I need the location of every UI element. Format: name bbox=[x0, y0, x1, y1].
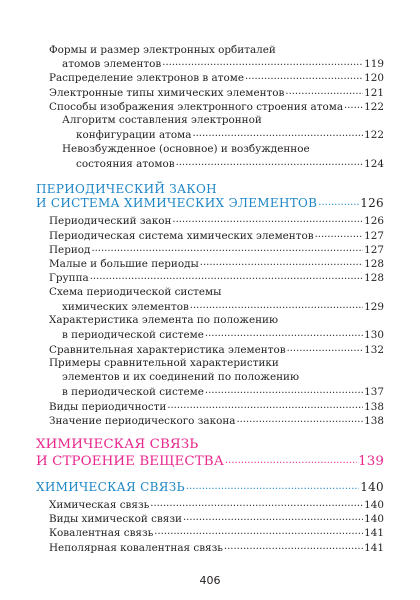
toc-entry bbox=[49, 100, 384, 114]
toc-entry-title: Группа bbox=[49, 272, 89, 284]
toc-entry-page: 141 bbox=[364, 527, 384, 539]
part-heading bbox=[36, 455, 384, 468]
section-heading bbox=[36, 197, 384, 210]
toc-entry-title: Распределение электронов в атоме bbox=[49, 72, 244, 84]
toc-entry-title: Периодическая система химических элементов bbox=[49, 230, 314, 242]
leader-dots bbox=[162, 57, 363, 67]
leader-dots bbox=[245, 71, 363, 81]
toc-entry-title: Формы и размер электронных орбиталей bbox=[49, 44, 276, 56]
toc-entry-page: 126 bbox=[364, 215, 384, 227]
toc-entry-page: 138 bbox=[364, 415, 384, 427]
toc-entry-title: элементов и их соединений по положению bbox=[62, 371, 300, 383]
leader-dots bbox=[167, 400, 363, 410]
toc-entry bbox=[76, 157, 384, 171]
toc-entry bbox=[76, 128, 384, 142]
leader-dots bbox=[192, 128, 363, 138]
toc-entry bbox=[49, 512, 384, 526]
toc-entry bbox=[49, 314, 278, 327]
toc-entry-page: 130 bbox=[364, 329, 384, 341]
toc-entry-page: 127 bbox=[364, 244, 384, 256]
leader-dots bbox=[205, 328, 363, 338]
leader-dots bbox=[205, 385, 363, 395]
leader-dots bbox=[90, 271, 363, 281]
toc-entry-title: Невозбужденное (основное) и возбужденное bbox=[62, 143, 310, 155]
toc-entry-title: Схема периодической системы bbox=[49, 286, 222, 298]
toc-entry-page: 119 bbox=[364, 58, 384, 70]
toc-entry-title: Примеры сравнительной характеристики bbox=[49, 357, 279, 369]
toc-entry-page: 122 bbox=[364, 101, 384, 113]
leader-dots bbox=[225, 455, 357, 465]
toc-entry-title: химических элементов bbox=[62, 301, 189, 313]
toc-entry bbox=[62, 328, 384, 342]
section-heading-page: 126 bbox=[360, 196, 384, 210]
toc-entry-page: 120 bbox=[364, 72, 384, 84]
page-number: 406 bbox=[199, 574, 221, 587]
section-heading bbox=[36, 183, 217, 196]
toc-entry-title: Виды химической связи bbox=[49, 513, 182, 525]
toc-entry bbox=[49, 243, 384, 257]
toc-entry-title: конфигурации атома bbox=[76, 129, 192, 141]
leader-dots bbox=[224, 541, 363, 551]
toc-entry bbox=[49, 498, 384, 512]
leader-dots bbox=[154, 526, 363, 536]
leader-dots bbox=[172, 214, 363, 224]
toc-entry bbox=[49, 526, 384, 540]
toc-entry bbox=[49, 44, 276, 57]
part-heading-line1: ХИМИЧЕСКАЯ СВЯЗЬ bbox=[36, 437, 199, 452]
leader-dots bbox=[287, 343, 364, 353]
toc-entry-title: Неполярная ковалентная связь bbox=[49, 542, 223, 554]
toc-entry-title: Малые и большие периоды bbox=[49, 258, 199, 270]
leader-dots bbox=[200, 257, 363, 267]
toc-entry-page: 137 bbox=[364, 386, 384, 398]
toc-entry-page: 121 bbox=[364, 87, 384, 99]
toc-entry-page: 122 bbox=[364, 129, 384, 141]
toc-entry-page: 141 bbox=[364, 542, 384, 554]
toc-entry-title: Способы изображения электронного строения атома bbox=[49, 101, 344, 113]
leader-dots bbox=[176, 157, 364, 167]
part-heading-page: 139 bbox=[358, 454, 384, 469]
toc-entry bbox=[62, 143, 310, 156]
leader-dots bbox=[315, 229, 364, 239]
toc-entry bbox=[49, 343, 384, 357]
toc-entry bbox=[49, 400, 384, 414]
toc-entry-page: 124 bbox=[364, 158, 384, 170]
toc-entry-title: Сравнительная характеристика элементов bbox=[49, 344, 286, 356]
toc-entry-page: 140 bbox=[364, 499, 384, 511]
toc-entry bbox=[49, 286, 221, 299]
toc-entry-page: 132 bbox=[364, 344, 384, 356]
toc-entry-title: Ковалентная связь bbox=[49, 527, 154, 539]
toc-entry-title: Электронные типы химических элементов bbox=[49, 87, 285, 99]
section-heading-line1: ХИМИЧЕСКАЯ СВЯЗЬ bbox=[36, 480, 185, 494]
toc-entry-page: 128 bbox=[364, 258, 384, 270]
toc-entry bbox=[49, 541, 384, 555]
toc-entry-title: в периодической системе bbox=[62, 329, 204, 341]
toc-entry bbox=[62, 371, 299, 384]
toc-entry bbox=[49, 357, 279, 370]
section-heading-line1: ПЕРИОДИЧЕСКИЙ ЗАКОН bbox=[36, 182, 217, 196]
toc-entry-title: Алгоритм составления электронной bbox=[62, 114, 262, 126]
toc-entry-title: атомов элементов bbox=[62, 58, 162, 70]
toc-entry-title: Характеристика элемента по положению bbox=[49, 314, 278, 326]
leader-dots bbox=[344, 100, 363, 110]
part-heading-line2: И СТРОЕНИЕ ВЕЩЕСТВА bbox=[36, 454, 224, 469]
leader-dots bbox=[285, 86, 363, 96]
toc-entry-page: 138 bbox=[364, 401, 384, 413]
toc-entry-page: 128 bbox=[364, 272, 384, 284]
toc-entry bbox=[49, 414, 384, 428]
toc-entry-title: состояния атомов bbox=[76, 158, 175, 170]
toc-entry-title: Значение периодического закона bbox=[49, 415, 236, 427]
toc-entry-title: Периодический закон bbox=[49, 215, 172, 227]
toc-entry bbox=[62, 57, 384, 71]
toc-entry-title: Период bbox=[49, 244, 91, 256]
toc-entry bbox=[49, 214, 384, 228]
leader-dots bbox=[150, 498, 363, 508]
toc-entry bbox=[62, 385, 384, 399]
leader-dots bbox=[91, 243, 363, 253]
section-heading-page: 140 bbox=[360, 480, 384, 494]
leader-dots bbox=[190, 300, 363, 310]
toc-entry bbox=[49, 71, 384, 85]
toc-entry bbox=[62, 114, 262, 127]
toc-entry-page: 127 bbox=[364, 230, 384, 242]
section-heading bbox=[36, 481, 384, 494]
toc-entry-page: 129 bbox=[364, 301, 384, 313]
toc-entry bbox=[62, 300, 384, 314]
leader-dots bbox=[183, 512, 363, 522]
toc-entry-title: Виды периодичности bbox=[49, 401, 167, 413]
toc-entry-page: 140 bbox=[364, 513, 384, 525]
toc-entry bbox=[49, 229, 384, 243]
leader-dots bbox=[236, 414, 363, 424]
toc-entry bbox=[49, 257, 384, 271]
leader-dots bbox=[318, 197, 359, 207]
toc-entry-title: в периодической системе bbox=[62, 386, 204, 398]
part-heading bbox=[36, 438, 198, 451]
toc-entry bbox=[49, 271, 384, 285]
section-heading-line2: И СИСТЕМА ХИМИЧЕСКИХ ЭЛЕМЕНТОВ bbox=[36, 196, 318, 210]
leader-dots bbox=[186, 481, 359, 491]
toc-entry-title: Химическая связь bbox=[49, 499, 150, 511]
toc-entry bbox=[49, 86, 384, 100]
